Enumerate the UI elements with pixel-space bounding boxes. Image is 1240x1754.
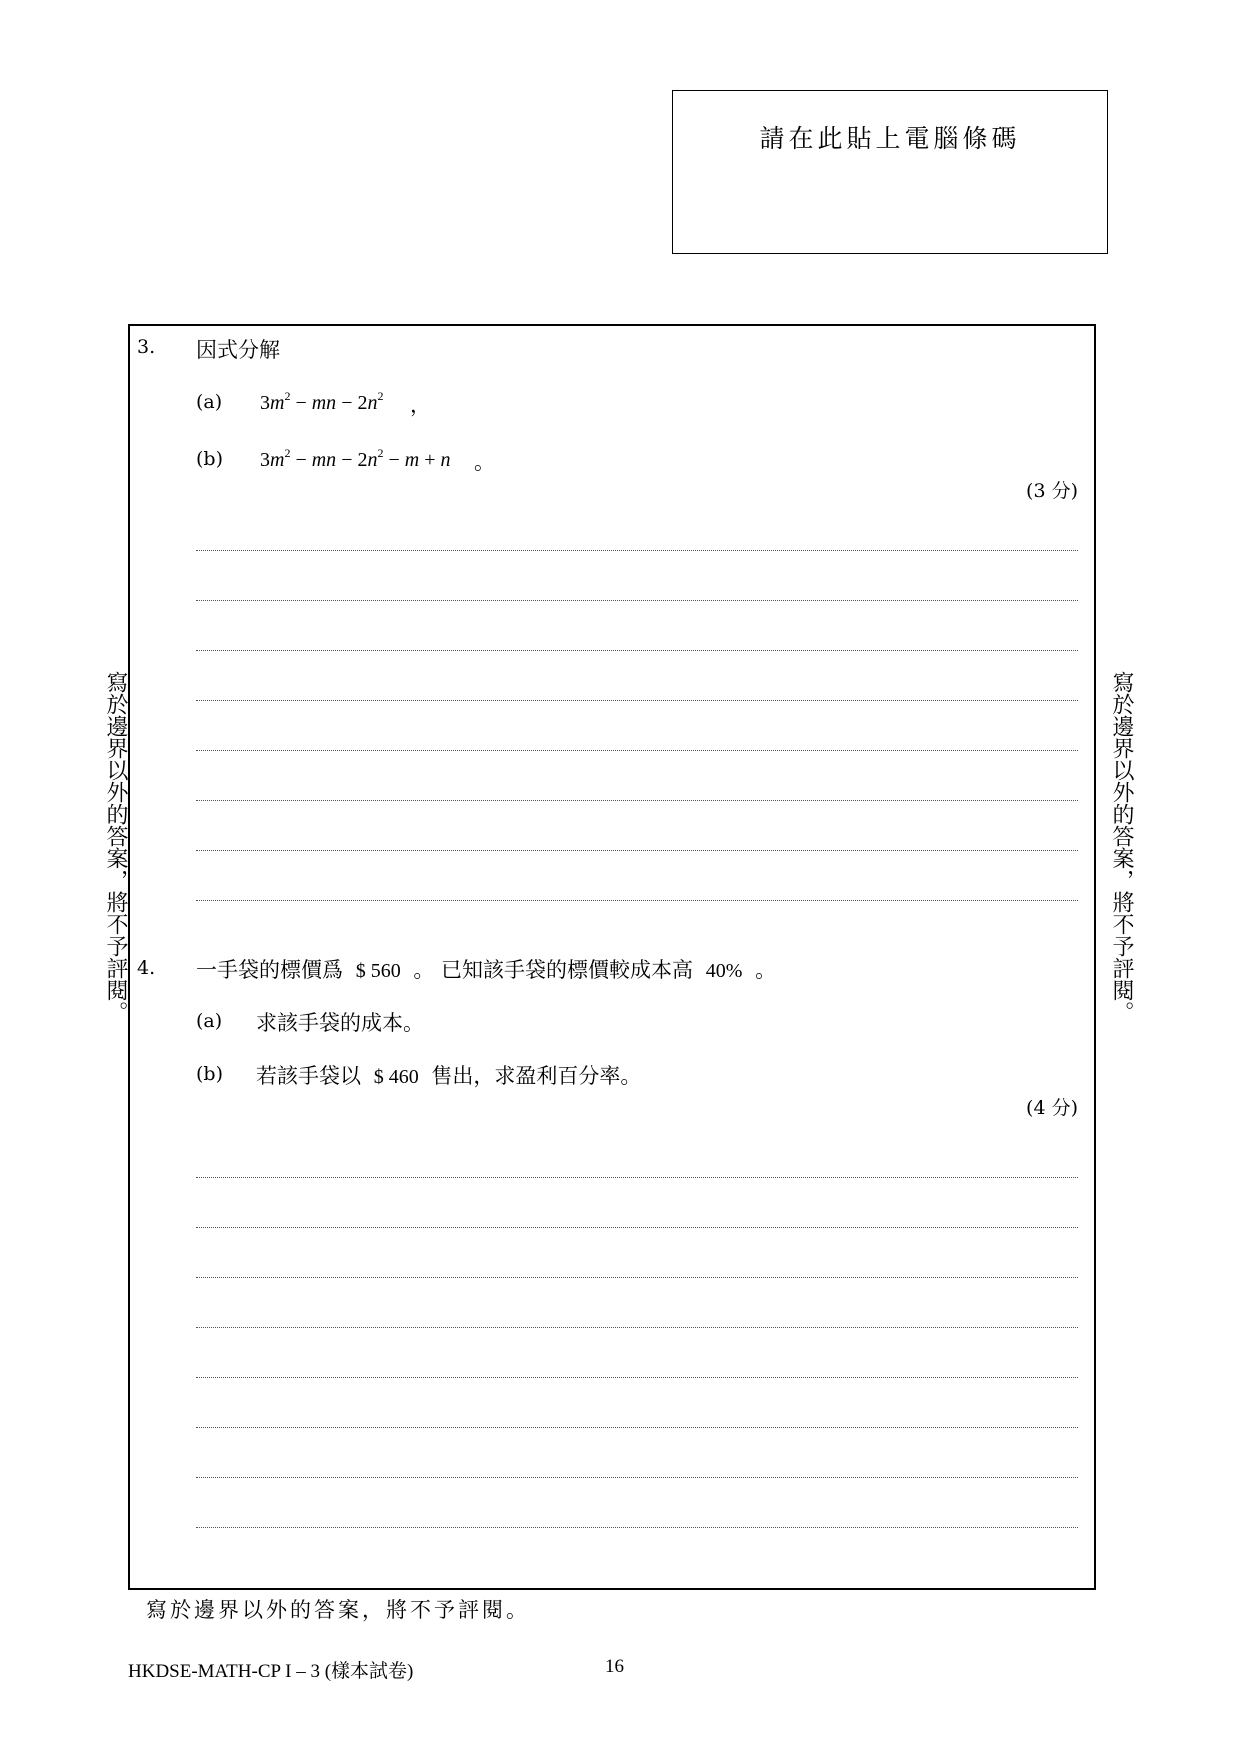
question-4b-price: $ 460: [373, 1066, 419, 1088]
answer-line: [196, 800, 1078, 801]
answer-line: [196, 1377, 1078, 1378]
answer-line: [196, 650, 1078, 651]
question-4-price: $ 560: [355, 960, 401, 982]
page-number: 16: [605, 1656, 624, 1677]
question-4b-text: [256, 1060, 641, 1090]
paper-code: HKDSE-MATH-CP I – 3 (樣本試卷): [128, 1661, 414, 1682]
answer-line: [196, 1177, 1078, 1178]
question-4b-text-2: 售出，求盈利百分率。: [431, 1064, 642, 1088]
answer-line: [196, 700, 1078, 701]
question-3a-label: (a): [196, 391, 223, 413]
question-4b-label: (b): [196, 1063, 223, 1085]
answer-line: [196, 1527, 1078, 1528]
left-margin-warning: 寫於邊界以外的答案，將不予評閱。: [103, 671, 128, 1023]
question-4-percent: 40%: [705, 960, 743, 982]
answer-line: [196, 900, 1078, 901]
question-4-stem-end: 。: [755, 958, 777, 982]
question-3a-expression: $3m^2$ − mn − $2n^2$: [260, 389, 384, 414]
answer-line: [196, 750, 1078, 751]
question-4-stem-text: 一手袋的標價爲: [196, 958, 343, 982]
question-4b-text-1: 若該手袋以: [256, 1064, 361, 1088]
question-3b-punct: 。: [474, 450, 495, 474]
barcode-sticker-box: [672, 90, 1108, 254]
question-4-stem-text-2: 。 已知該手袋的標價較成本高: [413, 958, 694, 982]
answer-line: [196, 850, 1078, 851]
question-4a-label: (a): [196, 1010, 223, 1032]
answer-line: [196, 1277, 1078, 1278]
question-3b-expression: $3m^2$ − mn − $2n^2 - m + n$: [260, 446, 451, 471]
question-3-number: 3.: [137, 336, 156, 358]
answer-line: [196, 1227, 1078, 1228]
question-3-marks: (3 分): [1026, 480, 1078, 502]
question-4a-text: 求該手袋的成本。: [256, 1011, 424, 1035]
question-3-stem: 因式分解: [196, 338, 280, 362]
question-3b-label: (b): [196, 448, 223, 470]
question-4-number: 4.: [137, 957, 156, 979]
right-margin-warning: 寫於邊界以外的答案，將不予評閱。: [1109, 671, 1134, 1023]
barcode-label: 請在此貼上電腦條碼: [759, 124, 1021, 153]
question-4-stem: [196, 954, 776, 984]
answer-line: [196, 550, 1078, 551]
answer-line: [196, 1477, 1078, 1478]
answer-line: [196, 1427, 1078, 1428]
question-4-marks: (4 分): [1026, 1097, 1078, 1119]
question-3a-punct: ，: [410, 393, 431, 417]
answer-line: [196, 1327, 1078, 1328]
footer-warning: 寫於邊界以外的答案，將不予評閱。: [146, 1598, 530, 1622]
answer-line: [196, 600, 1078, 601]
